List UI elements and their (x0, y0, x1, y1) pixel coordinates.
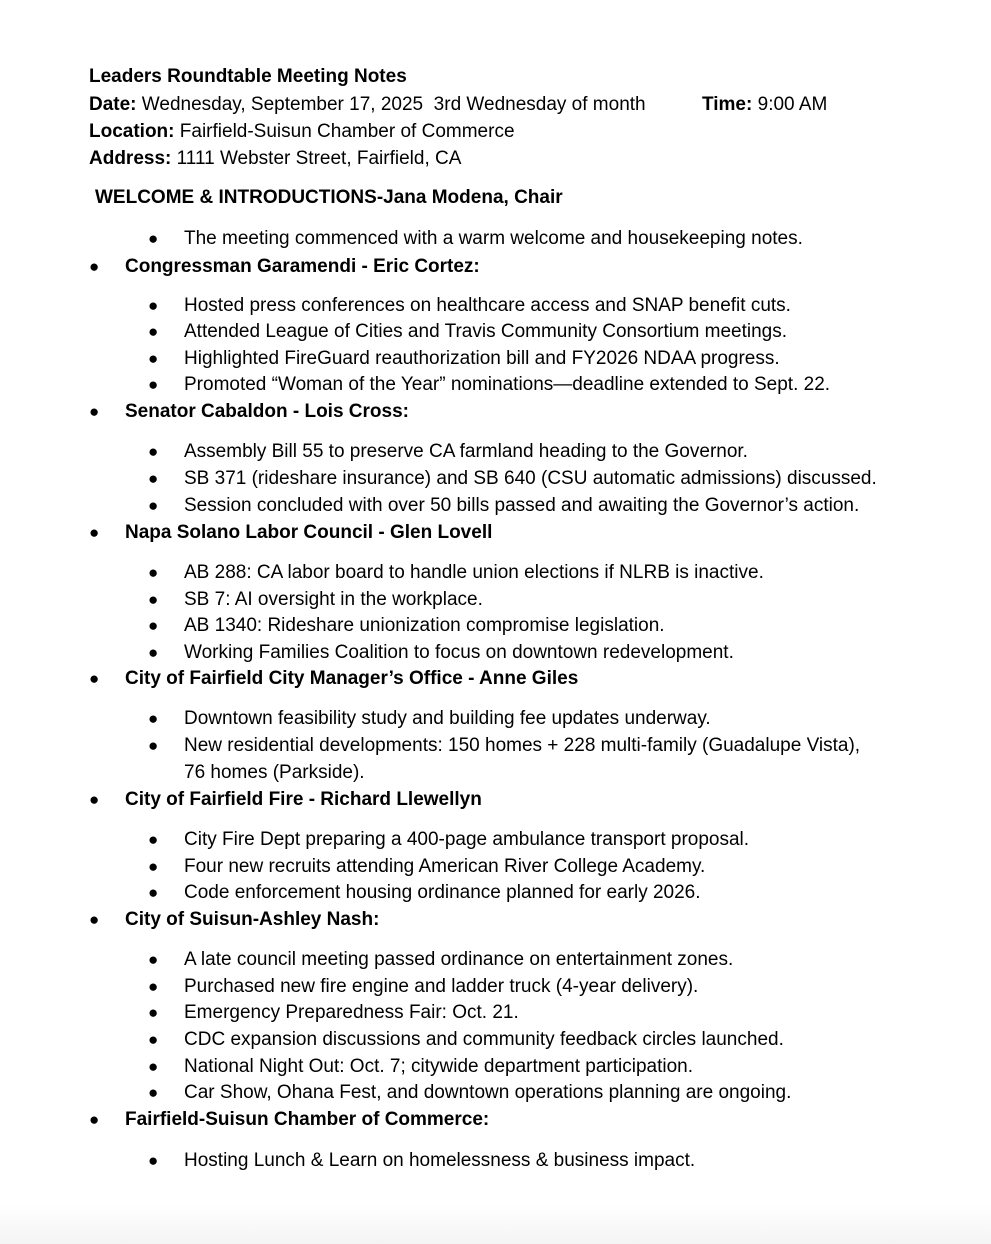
bullet-icon: ● (89, 257, 100, 276)
list-item (148, 441, 748, 463)
bullet-icon: ● (148, 709, 159, 728)
address-line (89, 148, 461, 170)
bullet-icon: ● (148, 616, 159, 635)
list-item-text: The meeting commenced with a warm welcome and housekeeping notes. (184, 228, 803, 249)
list-item (148, 882, 701, 904)
list-item-text: Attended League of Cities and Travis Community Consortium meetings. (184, 321, 788, 342)
list-item (148, 589, 483, 611)
list-item (148, 1029, 784, 1051)
list-item-text: CDC expansion discussions and community feedback circles launched. (184, 1029, 784, 1050)
list-item (148, 735, 861, 757)
bullet-icon: ● (148, 977, 159, 996)
location-line (89, 121, 515, 143)
date-line (89, 94, 828, 116)
section-heading-text: Congressman Garamendi - Eric Cortez: (125, 256, 480, 277)
list-item-text: SB 371 (rideshare insurance) and SB 640 (CSU automatic admissions) discussed. (184, 468, 877, 489)
list-item (148, 642, 734, 664)
section-heading-text: City of Fairfield City Manager’s Office - Anne Giles (125, 668, 579, 689)
list-item-text: Emergency Preparedness Fair: Oct. 21. (184, 1002, 519, 1023)
bullet-icon: ● (148, 442, 159, 461)
bullet-icon: ● (148, 643, 159, 662)
bullet-icon: ● (148, 375, 159, 394)
list-item-text: Hosting Lunch & Learn on homelessness & business impact. (184, 1150, 696, 1171)
list-item (148, 1082, 792, 1104)
list-item (148, 1150, 696, 1172)
section-heading (89, 401, 409, 423)
list-item (148, 348, 780, 370)
bullet-icon: ● (148, 950, 159, 969)
section-heading (89, 256, 480, 278)
bullet-icon: ● (148, 883, 159, 902)
bullet-icon: ● (89, 910, 100, 929)
list-item-text: Promoted “Woman of the Year” nominations—deadline extended to Sept. 22. (184, 374, 831, 395)
bullet-icon: ● (148, 1030, 159, 1049)
section-heading-text: Napa Solano Labor Council - Glen Lovell (125, 522, 493, 543)
section-heading (89, 909, 380, 931)
list-item (148, 829, 750, 851)
list-item-text: Session concluded with over 50 bills passed and awaiting the Governor’s action. (184, 495, 860, 516)
list-item-text: Code enforcement housing ordinance planned for early 2026. (184, 882, 701, 903)
list-item (148, 856, 706, 878)
page-bottom-shadow (0, 1204, 991, 1244)
list-item (148, 468, 877, 490)
time-field (702, 94, 827, 116)
list-item (148, 976, 699, 998)
bullet-icon: ● (148, 736, 159, 755)
date-value: Wednesday, September 17, 2025 3rd Wednesday of month (141, 94, 646, 115)
date-label: Date: (89, 94, 137, 115)
list-item-text: National Night Out: Oct. 7; citywide department participation. (184, 1056, 694, 1077)
list-item-text: Four new recruits attending American River College Academy. (184, 856, 706, 877)
section-heading (89, 1109, 490, 1131)
bullet-icon: ● (148, 322, 159, 341)
list-item (148, 295, 791, 317)
list-item-text: City Fire Dept preparing a 400-page ambulance transport proposal. (184, 829, 750, 850)
list-item (148, 495, 860, 517)
section-heading-text: Senator Cabaldon - Lois Cross: (125, 401, 409, 422)
bullet-icon: ● (148, 496, 159, 515)
list-item (148, 374, 831, 396)
list-item-text: Purchased new fire engine and ladder truck (4-year delivery). (184, 976, 699, 997)
section-heading-text: City of Suisun-Ashley Nash: (125, 909, 380, 930)
bullet-icon: ● (148, 229, 159, 248)
bullet-icon: ● (148, 469, 159, 488)
list-item (148, 949, 734, 971)
list-item-text: Hosted press conferences on healthcare access and SNAP benefit cuts. (184, 295, 791, 316)
bullet-icon: ● (148, 590, 159, 609)
list-item (148, 1056, 694, 1078)
bullet-icon: ● (148, 830, 159, 849)
list-item-text: Working Families Coalition to focus on downtown redevelopment. (184, 642, 734, 663)
list-item-text: Highlighted FireGuard reauthorization bill and FY2026 NDAA progress. (184, 348, 780, 369)
bullet-icon: ● (148, 296, 159, 315)
bullet-icon: ● (148, 563, 159, 582)
address-value: 1111 Webster Street, Fairfield, CA (176, 148, 462, 169)
bullet-icon: ● (89, 523, 100, 542)
list-item (148, 1002, 519, 1024)
address-label: Address: (89, 148, 172, 169)
welcome-heading: WELCOME & INTRODUCTIONS-Jana Modena, Chair (95, 187, 563, 208)
section-heading (89, 789, 482, 811)
list-item-continuation: 76 homes (Parkside). (184, 762, 365, 783)
bullet-icon: ● (148, 1151, 159, 1170)
bullet-icon: ● (148, 1057, 159, 1076)
list-item-text: New residential developments: 150 homes + 228 multi-family (Guadalupe Vista), (184, 735, 861, 756)
list-item-text: SB 7: AI oversight in the workplace. (184, 589, 483, 610)
list-item (148, 562, 764, 584)
bullet-icon: ● (148, 1003, 159, 1022)
document-title: Leaders Roundtable Meeting Notes (89, 66, 407, 87)
list-item-text: AB 288: CA labor board to handle union elections if NLRB is inactive. (184, 562, 764, 583)
list-item-text: A late council meeting passed ordinance on entertainment zones. (184, 949, 734, 970)
time-value: 9:00 AM (757, 94, 828, 115)
time-label: Time: (702, 94, 753, 115)
section-heading (89, 668, 579, 690)
location-value: Fairfield-Suisun Chamber of Commerce (179, 121, 515, 142)
list-item-text: Assembly Bill 55 to preserve CA farmland heading to the Governor. (184, 441, 748, 462)
list-item-text: Car Show, Ohana Fest, and downtown operations planning are ongoing. (184, 1082, 792, 1103)
bullet-icon: ● (89, 669, 100, 688)
list-item (148, 321, 788, 343)
section-heading (89, 522, 493, 544)
list-item (148, 228, 803, 250)
location-label: Location: (89, 121, 175, 142)
list-item (148, 708, 711, 730)
bullet-icon: ● (148, 857, 159, 876)
list-item-text: AB 1340: Rideshare unionization compromise legislation. (184, 615, 665, 636)
bullet-icon: ● (89, 402, 100, 421)
bullet-icon: ● (89, 790, 100, 809)
list-item (148, 615, 665, 637)
bullet-icon: ● (89, 1110, 100, 1129)
section-heading-text: Fairfield-Suisun Chamber of Commerce: (125, 1109, 490, 1130)
bullet-icon: ● (148, 349, 159, 368)
list-item-text: Downtown feasibility study and building fee updates underway. (184, 708, 711, 729)
section-heading-text: City of Fairfield Fire - Richard Llewellyn (125, 789, 482, 810)
bullet-icon: ● (148, 1083, 159, 1102)
